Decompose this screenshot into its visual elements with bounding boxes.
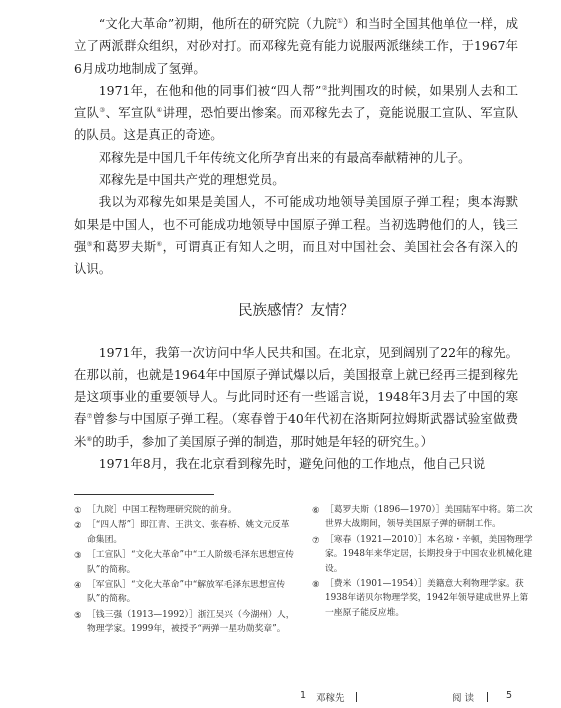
paragraph-text: 和葛罗夫斯 [92, 238, 157, 254]
footnote-number: ④ [74, 580, 82, 591]
paragraph-text: 曾参与中国原子弹工程。（寒春曾于40年代初在洛斯阿拉姆斯武器试验室做费米 [74, 411, 519, 449]
paragraph-text: 讲理，恐怕要出惨案。而邓稼先去了，竟能说服工宣队、军宣队的队员。这是真正的奇迹。 [74, 105, 519, 143]
paragraph-text: ）和当时全国其他单位一样，成立了两派群众组织，对砂对打。而邓稼先竟有能力说服两派继续工作，于1967年6月成功地制成了氢弹。 [74, 16, 519, 76]
footnote-number: ② [74, 520, 82, 531]
paragraph [74, 191, 518, 280]
footnote-ref: ⑧ [86, 434, 93, 443]
footnote [74, 503, 296, 517]
footer-divider [356, 692, 357, 702]
paragraph-text: 邓稼先是中国几千年传统文化所孕育出来的有最高奉献精神的儿子。 [98, 149, 471, 165]
footnote-number: ⑤ [74, 609, 82, 620]
footnote-ref: ③ [99, 106, 106, 115]
paragraph [74, 169, 518, 191]
paragraph [74, 453, 518, 475]
footnote-ref: ① [336, 17, 343, 25]
page-number: 5 [506, 690, 513, 701]
paragraph-text: 、军宣队 [105, 105, 157, 121]
page-footer [0, 690, 561, 708]
footnote [312, 503, 534, 532]
footnote-divider [74, 494, 214, 495]
paragraph [74, 80, 518, 147]
paragraph [74, 147, 518, 169]
footnote-text: ［葛罗夫斯（1896—1970）］美国陆军中将。第二次世界大战期间，领导美国原子弹的研制工作。 [325, 505, 533, 530]
footnote-text: ［钱三强（1913—1992）］浙江吴兴（今湖州）人，物理学家。1999年，被授予“两弹一星功勋奖章”。 [87, 609, 295, 635]
footnote [74, 578, 296, 607]
footnote-text: ［“四人帮”］即江青、王洪文、张春桥、姚文元反革命集团。 [87, 520, 290, 545]
footnote-number: ③ [74, 550, 82, 561]
footnotes [74, 503, 534, 638]
footnote [74, 518, 296, 547]
footnote-ref: ⑥ [156, 239, 163, 248]
footer-divider [487, 692, 488, 702]
footnote-ref: ② [321, 83, 328, 92]
footnote [74, 548, 296, 577]
footnote [312, 533, 534, 576]
footnote-number: ① [74, 505, 82, 515]
main-text [74, 13, 518, 475]
paragraph-text: 1971年，我第一次访问中华人民共和国。在北京，见到阔别了22年的稼先。在那以前，也就是1964年中国原子弹试爆以后，美国报章上就已经再三提到稼先是这项事业的重要领导人。与此同时还有一些谣言说，1948年3月去了中国的寒春 [74, 344, 518, 427]
paragraph-text: 批判围攻的时候，如果别人去和工宣队 [74, 82, 519, 121]
paragraph [74, 13, 518, 80]
section-name: 阅 读 [452, 693, 475, 704]
lesson-title: 邓稼先 [316, 693, 345, 704]
paragraph-text: 的助手，参加了美国原子弹的制造，那时她是年轻的研究生。） [92, 433, 433, 449]
footnote-number: ⑥ [312, 505, 320, 515]
footnote-ref: ④ [156, 106, 163, 115]
paragraph-text: “文化大革命”初期，他所在的研究院（九院 [98, 16, 337, 31]
footnote-text: ［九院］中国工程物理研究院的前身。 [87, 505, 237, 515]
paragraph-text: 1971年8月，我在北京看到稼先时，避免问他的工作地点，他自己只说 [98, 456, 486, 472]
paragraph-text: 1971年，在他和他的同事们被“四人帮” [98, 82, 322, 98]
footnote-text: ［寒春（1921—2010）］本名琼・辛顿，美国物理学家。1948年来华定居，长期投身于中国农业机械化建设。 [325, 534, 533, 574]
footnote-text: ［军宣队］“文化大革命”中“解放军毛泽东思想宣传队”的简称。 [87, 580, 286, 605]
paragraph-text: ，可谓真正有知人之明，而且对中国社会、美国社会各有深入的认识。 [74, 238, 519, 277]
footnote-text: ［费米（1901—1954）］美籍意大利物理学家。获1938年诺贝尔物理学奖，1942年领导建成世界上第一座原子能反应堆。 [325, 579, 529, 618]
footnote-number: ⑧ [312, 579, 320, 590]
footnote-ref: ⑦ [86, 412, 93, 421]
footnote-number: ⑦ [312, 534, 320, 545]
section-title: 民族感情？友情？ [238, 302, 354, 319]
lesson-number: 1 [300, 690, 307, 701]
paragraph-text: 我以为邓稼先如果是美国人，不可能成功地领导美国原子弹工程；奥本海默如果是中国人，也不可能成功地领导中国原子弹工程。当初选聘他们的人，钱三强 [74, 194, 518, 254]
footnote-column-left [74, 503, 296, 638]
paragraph [74, 342, 518, 453]
footnote-text: ［工宣队］“文化大革命”中“工人阶级毛泽东思想宣传队”的简称。 [87, 550, 295, 575]
paragraph-text: 邓稼先是中国共产党的理想党员。 [98, 172, 285, 188]
footnote [74, 608, 296, 637]
footnote-column-right [312, 503, 534, 638]
footnote [312, 577, 534, 620]
footnote-ref: ⑤ [86, 239, 93, 248]
